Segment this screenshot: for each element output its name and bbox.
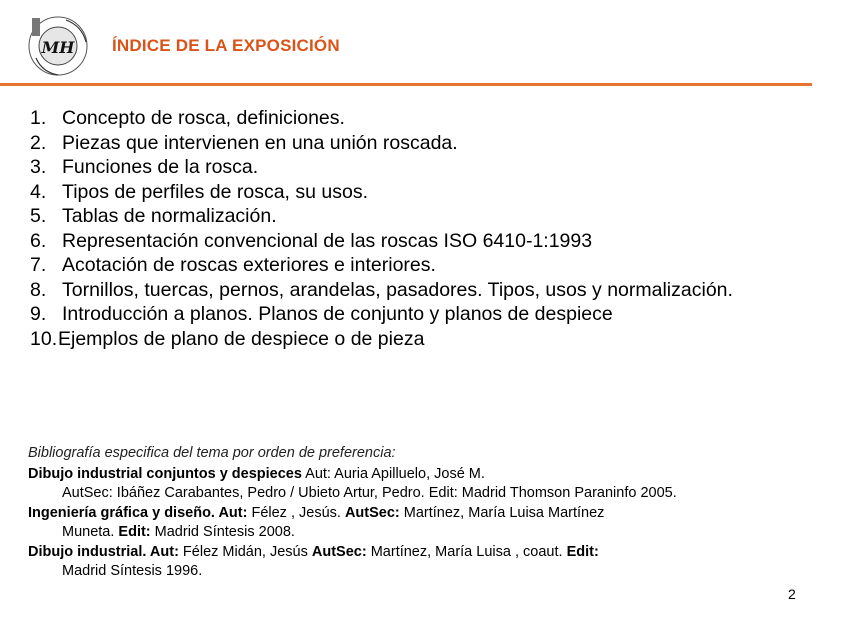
bibliography: [28, 444, 798, 582]
page-number: 2: [788, 586, 796, 602]
edit-label: Edit:: [566, 543, 599, 560]
item-number: 1.: [30, 107, 47, 129]
bibliography-intro: Bibliografía especifica del tema por orden de preferencia:: [28, 445, 396, 461]
list-item: [30, 253, 810, 278]
svg-text:MH: MH: [41, 38, 75, 57]
item-text: Acotación de roscas exteriores e interiores.: [62, 254, 436, 276]
index-list: [30, 106, 810, 351]
list-item: [30, 204, 810, 229]
list-item: [30, 155, 810, 180]
item-number: 7.: [30, 254, 47, 276]
entry-coauthor: Martínez, María Luisa , coaut.: [366, 543, 567, 560]
list-item: [30, 278, 810, 303]
entry-author: Aut: Auria Apilluelo, José M.: [301, 465, 485, 482]
list-item: [30, 327, 810, 352]
entry-details: AutSec: Ibáñez Carabantes, Pedro / Ubieto Artur, Pedro. Edit: Madrid Thomson Paraninfo 2005.: [62, 485, 677, 501]
item-number: 5.: [30, 205, 47, 227]
item-number: 2.: [30, 131, 47, 154]
header-divider: [0, 83, 812, 86]
list-item: [30, 106, 810, 131]
university-logo: [26, 14, 90, 78]
item-number: 4.: [30, 180, 47, 203]
aut-label: Aut:: [146, 543, 179, 560]
item-text: Concepto de rosca, definiciones.: [62, 107, 345, 129]
item-text: Tipos de perfiles de rosca, su usos.: [62, 180, 369, 203]
entry-author: Félez Midán, Jesús: [178, 543, 312, 560]
entry-publisher: Madrid Síntesis 2008.: [150, 524, 295, 540]
list-item: [30, 131, 810, 156]
entry-publisher: Madrid Síntesis 1996.: [62, 563, 203, 579]
item-number: 9.: [30, 303, 47, 325]
entry-author: Félez , Jesús.: [247, 504, 345, 521]
item-text: Tablas de normalización.: [62, 205, 277, 227]
item-text: Introducción a planos. Planos de conjunto y planos de despiece: [62, 303, 613, 325]
edit-label: Edit:: [118, 524, 151, 540]
entry-coauthor-cont: Muneta.: [62, 524, 119, 540]
entry-details: [28, 523, 798, 543]
entry-title: Dibujo industrial conjuntos y despieces: [28, 465, 302, 482]
aut-label: Aut:: [214, 504, 248, 521]
entry-title: Dibujo industrial.: [28, 543, 147, 560]
autsec-label: AutSec:: [344, 504, 400, 521]
item-number: 8.: [30, 278, 47, 301]
item-text: Tornillos, tuercas, pernos, arandelas, pasadores. Tipos, usos y normalización.: [62, 278, 733, 301]
item-number: 3.: [30, 156, 47, 178]
autsec-label: AutSec:: [311, 543, 367, 560]
bibliography-entry: [28, 465, 798, 504]
item-text: Representación convencional de las roscas ISO 6410-1:1993: [62, 229, 593, 252]
item-text: Ejemplos de plano de despiece o de pieza: [58, 327, 425, 350]
bibliography-entry: [28, 504, 798, 543]
item-number: 6.: [30, 229, 47, 252]
bibliography-entry: [28, 543, 798, 582]
list-item: [30, 180, 810, 205]
item-number: 10.: [30, 327, 58, 350]
entry-coauthor: Martínez, María Luisa Martínez: [399, 504, 605, 521]
list-item: [30, 229, 810, 254]
page-title: ÍNDICE DE LA EXPOSICIÓN: [112, 36, 340, 55]
item-text: Funciones de la rosca.: [62, 156, 259, 178]
list-item: [30, 302, 810, 327]
entry-title: Ingeniería gráfica y diseño.: [28, 504, 215, 521]
item-text: Piezas que intervienen en una unión roscada.: [62, 131, 458, 154]
